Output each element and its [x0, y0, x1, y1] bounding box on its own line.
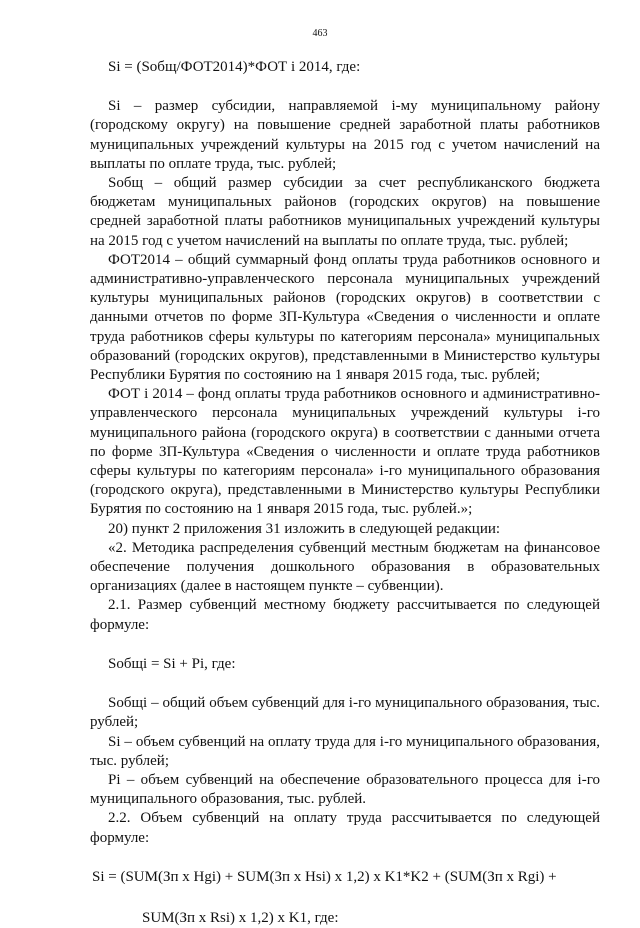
- page-number: 463: [312, 28, 328, 39]
- definition-si: Si – размер субсидии, направляемой i-му муниципальному району (городскому округу) на повышение средней заработной платы работников муниципальных учреждений культуры на 2015 год с учетом начислений на выплаты по оплате труда, тыс. рублей;: [90, 98, 600, 172]
- section-2-1: 2.1. Размер субвенций местному бюджету рассчитывается по следующей формуле:: [90, 597, 600, 633]
- definition-fot2014: ФОТ2014 – общий суммарный фонд оплаты труда работников основного и административно-управленческого персонала муниципальных учреждений культуры муниципальных районов (городских округов) в соответствии с данными отчетов по форме ЗП-Культура «Сведения о численности и оплате труда работников сферы культуры по категориям персонала» муниципальных образований (городских округов), представленными в Министерство культуры Республики Бурятия по состоянию на 1 января 2015 года, тыс. рублей;: [90, 251, 600, 384]
- formula-labor-line-2: SUM(Зп x Rsi) x 1,2) x K1, где:: [142, 909, 339, 926]
- document-body: [90, 58, 600, 928]
- formula-labor-line-1: Si = (SUM(Зп x Hgi) + SUM(Зп x Hsi) x 1,2) x K1*K2 + (SUM(Зп x Rgi) +: [92, 868, 557, 885]
- formula-total-subvention: Sобщi = Si + Pi, где:: [108, 655, 236, 672]
- formula-subsidy: Si = (Sобщ/ФОТ2014)*ФОТ i 2014, где:: [108, 59, 361, 75]
- methodology-intro: «2. Методика распределения субвенций местным бюджетам на финансовое обеспечение получения дошкольного образования в образовательных организациях (далее в настоящем пункте – субвенции).: [90, 539, 600, 595]
- definition-sobsh: Sобщ – общий размер субсидии за счет республиканского бюджета бюджетам муниципальных районов (городских округов) на повышение средней заработной платы работников муниципальных учреждений культуры на 2015 год с учетом начислений на выплаты по оплате труда, тыс. рублей;: [90, 175, 600, 249]
- definition-sobshi: Sобщi – общий объем субвенций для i-го муниципального образования, тыс. рублей;: [90, 695, 600, 731]
- item-20: 20) пункт 2 приложения 31 изложить в следующей редакции:: [108, 520, 501, 537]
- section-2-2: 2.2. Объем субвенций на оплату труда рассчитывается по следующей формуле:: [90, 810, 600, 846]
- definition-fot-i-2014: ФОТ i 2014 – фонд оплаты труда работников основного и административно-управленческого персонала муниципальных учреждений культуры i-го муниципального района (городского округа) в соответствии с данными отчета по форме ЗП-Культура «Сведения о численности и оплате труда работников сферы культуры по категориям персонала» i-го муниципального образования (городского округа), представленными в Министерство культуры Республики Бурятия по состоянию на 1 января 2015 года, тыс. рублей.»;: [90, 386, 600, 518]
- definition-si-labor: Si – объем субвенций на оплату труда для i-го муниципального образования, тыс. рублей;: [90, 733, 600, 769]
- definition-pi: Pi – объем субвенций на обеспечение образовательного процесса для i-го муниципального образования, тыс. рублей.: [90, 771, 600, 808]
